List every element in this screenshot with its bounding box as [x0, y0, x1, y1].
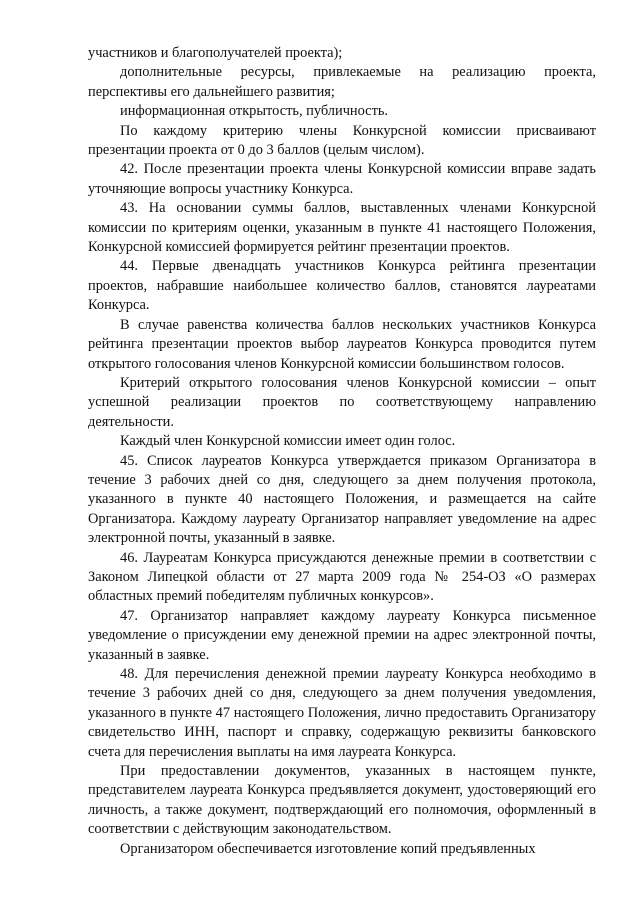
paragraph-item-42: 42. После презентации проекта члены Конкурсной комиссии вправе задать уточняющие вопросы участнику Конкурса.	[88, 161, 596, 197]
paragraph: дополнительные ресурсы, привлекаемые на реализацию проекта, перспективы его дальнейшего развития;	[88, 64, 596, 100]
paragraph: участников и благополучателей проекта);	[88, 45, 343, 61]
paragraph: В случае равенства количества баллов нескольких участников Конкурса рейтинга презентации проектов выбор лауреатов Конкурса проводится путем открытого голосования членов Конкурсной комиссии большинством голосов.	[88, 316, 596, 372]
paragraph-item-45: 45. Список лауреатов Конкурса утверждается приказом Организатора в течение 3 рабочих дней со дня, следующего за днем получения протокола, указанного в пункте 40 настоящего Положения, и размещается на сайте Организатора. Каждому лауреату Организатор направляет уведомление на адрес электронной почты, указанный в заявке.	[88, 452, 596, 547]
document-page	[88, 44, 596, 859]
paragraph-item-43: 43. На основании суммы баллов, выставленных членами Конкурсной комиссии по критериям оценки, указанным в пункте 41 настоящего Положения, Конкурсной комиссией формируется рейтинг презентации проектов.	[88, 200, 596, 256]
paragraph-item-47: 47. Организатор направляет каждому лауреату Конкурса письменное уведомление о присуждении ему денежной премии на адрес электронной почты, указанный в заявке.	[88, 607, 596, 663]
paragraph: При предоставлении документов, указанных в настоящем пункте, представителем лауреата Конкурса предъявляется документ, удостоверяющий его личность, а также документ, подтверждающий его полномочия, оформленный в соответствии с действующим законодательством.	[88, 763, 596, 838]
paragraph: По каждому критерию члены Конкурсной комиссии присваивают презентации проекта от 0 до 3 баллов (целым числом).	[88, 122, 596, 159]
paragraph: Каждый член Конкурсной комиссии имеет один голос.	[120, 433, 456, 450]
paragraph: информационная открытость, публичность.	[120, 103, 389, 120]
paragraph-item-48: 48. Для перечисления денежной премии лауреату Конкурса необходимо в течение 3 рабочих дней со дня, следующего за днем получения уведомления, указанного в пункте 47 настоящего Положения, лично предоставить Организатору свидетельство ИНН, паспорт и справку, содержащую реквизиты банковского счета для перечисления выплаты на имя лауреата Конкурса.	[88, 666, 596, 760]
paragraph-item-44: 44. Первые двенадцать участников Конкурса рейтинга презентации проектов, набравшие наибольшее количество баллов, становятся лауреатами Конкурса.	[88, 258, 596, 314]
paragraph: Критерий открытого голосования членов Конкурсной комиссии – опыт успешной реализации проектов по соответствующему направлению деятельности.	[88, 374, 596, 430]
paragraph-item-46: 46. Лауреатам Конкурса присуждаются денежные премии в соответствии с Законом Липецкой области от 27 марта 2009 года № 254-ОЗ «О размерах областных премий победителям публичных конкурсов».	[88, 549, 596, 605]
paragraph: Организатором обеспечивается изготовление копий предъявленных	[120, 840, 536, 857]
